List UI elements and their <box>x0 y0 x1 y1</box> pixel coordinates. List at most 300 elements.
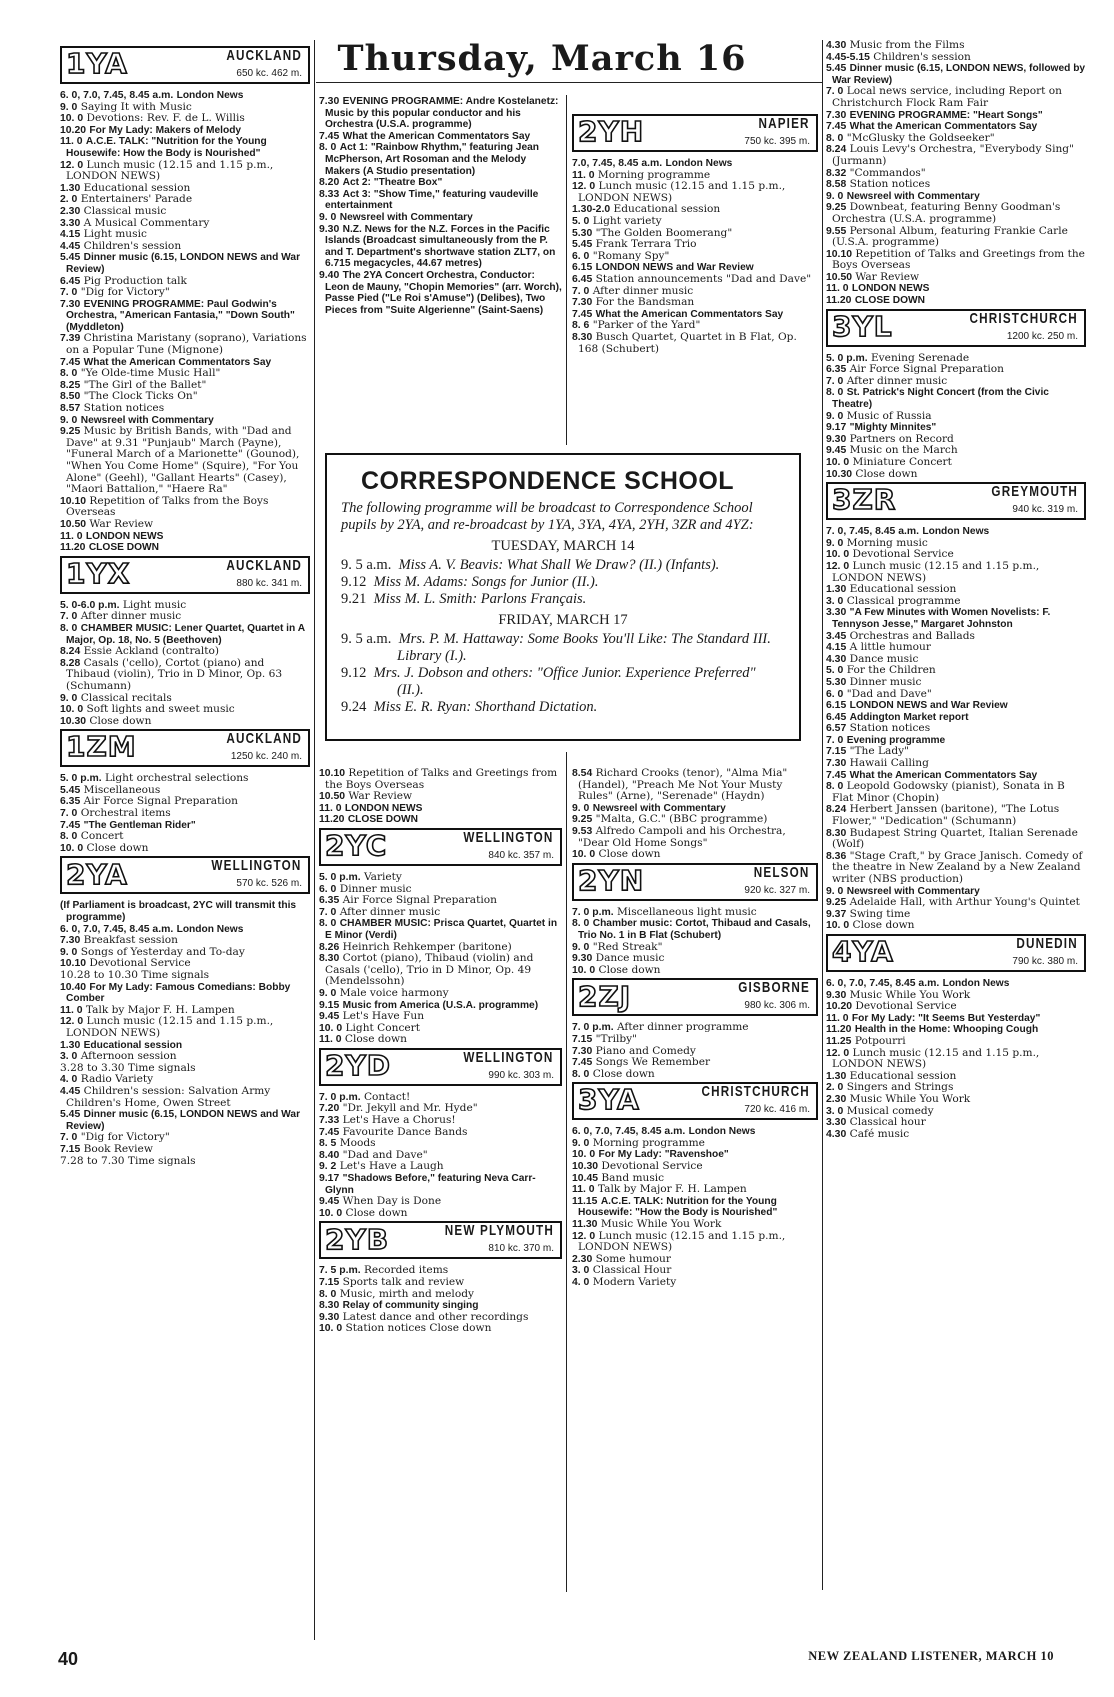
programme-entry <box>826 723 1086 735</box>
entry-description: Close down <box>598 963 661 976</box>
entry-description: Café music <box>849 1127 910 1140</box>
entry-description: Newsreel with Commentary <box>339 211 473 223</box>
entry-description: What the American Commentators Say <box>83 356 272 368</box>
entry-description: Recorded items <box>363 1264 449 1277</box>
entry-description: "Shadows Before," featuring Neva Carr-Glynn <box>325 1173 536 1196</box>
correspondence-day: TUESDAY, MARCH 14 <box>491 538 635 554</box>
programme-entry <box>572 332 818 355</box>
entry-time: 6. 0 <box>319 883 337 895</box>
entry-time: 10.10 <box>826 248 853 260</box>
entry-time: 9.53 <box>572 825 593 837</box>
entry-time: 9.45 <box>319 1196 340 1208</box>
entry-description: Variety <box>363 870 402 883</box>
entry-time: 7. 0 <box>826 734 844 746</box>
programme-entry <box>826 469 1086 481</box>
entry-description: EVENING PROGRAMME: Andre Kostelanetz: Music by this popular conductor and his Orchestra (U.S.A. programme) <box>325 96 559 131</box>
entry-description: Music While You Work <box>600 1218 722 1231</box>
entry-time: 9.40 <box>319 269 340 281</box>
entry-time: 8. 0 <box>319 1288 337 1300</box>
entry-description: What the American Commentators Say <box>849 121 1038 133</box>
correspondence-item <box>341 591 785 608</box>
entry-description: Personal Album, featuring Frankie Carle (U.S.A. programme) <box>832 224 1068 249</box>
entry-description: Saying It with Music <box>80 100 192 113</box>
programme-entry <box>60 136 310 159</box>
entry-description: Relay of community singing <box>342 1300 479 1312</box>
entry-description: For My Lady: Famous Comedians: Bobby Comber <box>66 981 291 1005</box>
entry-description: Busch Quartet, Quartet in B Flat, Op. 168 (Schubert) <box>578 330 797 355</box>
entry-time: 1.30 <box>60 1039 81 1051</box>
programme-entry <box>60 496 310 519</box>
entry-description: "Dr. Jekyll and Mr. Hyde" <box>342 1102 478 1115</box>
entry-time: 3.30 <box>826 1117 847 1129</box>
entry-time: 1.30 <box>826 1070 847 1082</box>
correspondence-time: 9.21 <box>341 591 367 607</box>
programme-entry <box>60 716 310 728</box>
correspondence-item <box>341 665 785 699</box>
station-call-sign: 2YH <box>578 115 645 149</box>
entry-time: 12. 0 <box>572 1230 596 1242</box>
entry-description: Orchestral items <box>80 807 171 820</box>
entry-description: Chamber music: Cortot, Thibaud and Casals, Trio No. 1 in B Flat (Schubert) <box>578 918 811 941</box>
entry-description: Music from the Films <box>849 39 965 51</box>
programme-entry <box>826 272 1086 284</box>
entry-description: Classical hour <box>849 1116 926 1129</box>
entry-time: 4.15 <box>60 229 81 241</box>
station-call-sign: 4YA <box>832 935 894 969</box>
entry-description: "Romany Spy" <box>592 249 670 262</box>
station-call-sign: 1YX <box>66 556 131 590</box>
entry-description: Potpourri <box>854 1034 906 1047</box>
entry-time: 10. 0 <box>572 1149 596 1161</box>
entry-description: For the Bandsman <box>595 296 695 309</box>
entry-description: Morning programme <box>597 168 711 181</box>
entry-time: 7.45 <box>572 308 593 320</box>
entry-time: 7.15 <box>319 1277 340 1288</box>
entry-time: 6.45 <box>826 711 847 723</box>
station-frequency: 650 kc. 462 m. <box>236 68 302 79</box>
entry-description: Children's session: Salvation Army Children's Home, Owen Street <box>66 1084 271 1109</box>
entry-description: Talk by Major F. H. Lampen <box>597 1183 747 1196</box>
entry-description: Heinrich Rehkemper (baritone) <box>342 940 512 953</box>
entry-description: Newsreel with Commentary <box>846 885 980 897</box>
entry-time: 9.17 <box>826 422 847 434</box>
entry-time: 8.20 <box>319 177 340 189</box>
entry-time: 8.24 <box>60 646 81 658</box>
entry-description: Let's Have a Laugh <box>339 1160 444 1173</box>
entry-description: Dance music <box>595 952 665 965</box>
entry-time: 11.25 <box>826 1035 852 1047</box>
programme-entry <box>60 160 310 183</box>
entry-description: EVENING PROGRAMME: Paul Godwin's Orchestra, "American Fantasia," "Down South" (Myddleton) <box>66 298 295 333</box>
entry-description: Lunch music (12.15 and 1.15 p.m., LONDON NEWS) <box>578 180 786 204</box>
programme-entry <box>572 768 818 803</box>
entry-time: 9. 0 <box>572 941 590 953</box>
entry-description: Let's Have Fun <box>342 1010 425 1023</box>
station-city: GREYMOUTH <box>991 483 1078 501</box>
entry-time: 10.20 <box>826 1001 853 1013</box>
entry-description: Soft lights and sweet music <box>86 703 235 716</box>
entry-time: 10. 0 <box>572 849 596 861</box>
entry-time: 9. 0 <box>826 885 844 897</box>
entry-description: Favourite Dance Bands <box>342 1125 468 1138</box>
entry-time: 2.30 <box>572 1253 593 1265</box>
entry-time: 6. 0, 7.0, 7.45, 8.45 a.m. <box>572 1126 686 1138</box>
entry-description: Children's session <box>873 50 971 63</box>
entry-time: 9. 0 <box>60 946 78 958</box>
station-city: AUCKLAND <box>226 556 302 574</box>
entry-description: A.C.E. TALK: Nutrition for the Young Housewife: "How the Body is Nourished" <box>578 1195 778 1219</box>
entry-time: 10.45 <box>572 1172 599 1184</box>
station-header <box>572 978 818 1016</box>
station-header <box>826 482 1086 520</box>
entry-time: 9.55 <box>826 225 847 237</box>
programme-entry <box>60 125 310 137</box>
entry-description: Evening Serenade <box>870 351 970 364</box>
entry-description: "The Clock Ticks On" <box>83 390 198 403</box>
title-rule <box>316 82 822 83</box>
entry-time: 9.37 <box>826 908 847 920</box>
programme-entry <box>572 251 818 263</box>
entry-description: Lunch music (12.15 and 1.15 p.m., LONDON NEWS) <box>66 158 274 183</box>
entry-time: 7.45 <box>572 1057 593 1069</box>
entry-description: Songs of Yesterday and To-day <box>80 945 245 958</box>
entry-description: For My Lady: "Ravenshoe" <box>598 1149 729 1161</box>
entry-time: 8.30 <box>572 331 593 343</box>
programme-entry <box>319 1173 562 1196</box>
programme-entry <box>826 596 1086 608</box>
entry-time: 7.45 <box>319 1126 340 1138</box>
entry-time: 7. 0 <box>572 285 590 297</box>
entry-description: "McGlusky the Goldseeker" <box>846 131 995 144</box>
entry-time: 10.30 <box>60 715 87 727</box>
station-frequency: 990 kc. 303 m. <box>488 1069 554 1081</box>
programme-entry <box>319 1323 562 1335</box>
entry-description: Musical comedy <box>846 1104 934 1117</box>
programme-entry <box>572 849 818 861</box>
programme-entry <box>319 212 562 224</box>
programme-entry <box>60 982 310 1005</box>
programme-entry <box>826 781 1086 804</box>
programme-entry <box>572 1184 818 1196</box>
entry-time: 6. 0, 7.0, 7.45, 8.45 a.m. <box>826 977 940 989</box>
entry-description: Music by British Bands, with "Dad and Dave" at 9.31 "Punjaub" March (Payne), "Funeral March of a Marionette" (Gounod), "When You Come Home" (Squire), "For You Alone" (Geehl), "Gallant Hearts" (Casey), "Maori Battalion," "Haere Ra" <box>66 425 300 496</box>
entry-description: CHAMBER MUSIC: Prisca Quartet, Quartet in E Minor (Verdi) <box>325 918 558 941</box>
entry-description: Light orchestral selections <box>104 772 249 785</box>
station-city: DUNEDIN <box>1016 934 1078 952</box>
entry-description: Casals ('cello), Cortot (piano) and Thibaud (violin), Trio in D Minor, Op. 63 (Schumann) <box>66 656 283 692</box>
entry-time: 6. 0 <box>826 688 844 700</box>
programme-entry <box>60 299 310 334</box>
entry-time: 1.30 <box>60 182 81 194</box>
correspondence-lesson: Miss E. R. Ryan: Shorthand Dictation. <box>373 699 598 715</box>
entry-description: "Dig for Victory" <box>80 1131 170 1144</box>
entry-time: 8. 0 <box>319 918 337 930</box>
correspondence-heading: CORRESPONDENCE SCHOOL <box>361 467 735 495</box>
programme-entry <box>826 851 1086 886</box>
entry-description: Morning programme <box>592 1136 705 1149</box>
entry-description: Adelaide Hall, with Arthur Young's Quintet <box>849 896 1080 909</box>
entry-time: 9. 0 <box>572 1137 590 1149</box>
correspondence-time: 9. 5 a.m. <box>341 557 392 573</box>
entry-description: Newsreel with Commentary <box>592 802 726 814</box>
entry-description: Close down <box>345 1206 408 1219</box>
column-rule <box>822 40 823 1590</box>
entry-time: 8. 5 <box>319 1138 337 1150</box>
entry-description: After dinner music <box>592 284 694 297</box>
entry-description: London News <box>942 977 1010 989</box>
entry-time: 2. 0 <box>826 1082 844 1094</box>
programme-entry <box>319 988 562 1000</box>
programme-entry <box>60 113 310 125</box>
entry-description: Dinner music (6.15, LONDON NEWS and War Review) <box>66 1109 301 1132</box>
entry-time: 4.30 <box>826 653 847 665</box>
entry-time: 7. 0 <box>319 906 337 918</box>
entry-time: 6.35 <box>60 796 81 808</box>
entry-time: 9. 0 <box>826 190 844 202</box>
entry-time: 12. 0 <box>60 1016 84 1028</box>
entry-time: 7.30 <box>826 109 847 121</box>
entry-time: 9.25 <box>572 814 593 826</box>
entry-description: Close down <box>592 1067 655 1080</box>
station-city: WELLINGTON <box>463 1048 554 1066</box>
entry-description: Close down <box>855 467 918 480</box>
entry-description: Evening programme <box>846 734 946 746</box>
entry-description: Piano and Comedy <box>595 1044 696 1057</box>
entry-time: 8. 0 <box>60 622 78 634</box>
entry-description: War Review <box>855 270 920 283</box>
correspondence-item <box>341 699 785 716</box>
programme-entry <box>319 1034 562 1046</box>
entry-time: 9.30 <box>319 1311 340 1323</box>
entry-description: Air Force Signal Preparation <box>342 894 497 907</box>
entry-description: Air Force Signal Preparation <box>83 795 238 808</box>
entry-time: 10. 0 <box>60 113 84 125</box>
entry-time: 6.35 <box>319 895 340 907</box>
entry-description: Latest dance and other recordings <box>342 1310 529 1323</box>
entry-time: 6. 0, 7.0, 7.45, 8.45 a.m. <box>60 923 174 935</box>
column-3 <box>572 112 818 355</box>
entry-time: 1.30 <box>826 584 847 596</box>
entry-description: Contact! <box>363 1090 411 1103</box>
entry-time: 11. 0 <box>319 802 342 814</box>
entry-time: 8.50 <box>60 391 81 403</box>
programme-entry <box>572 181 818 204</box>
entry-time: 10.10 <box>60 495 87 507</box>
programme-entry <box>826 52 1086 64</box>
entry-time: 8. 0 <box>572 918 590 930</box>
entry-description: Local news service, including Report on Christchurch Flock Ram Fair <box>832 85 1062 109</box>
correspondence-days <box>341 538 785 716</box>
entry-time: 7.45 <box>826 121 847 133</box>
programme-entry <box>826 226 1086 249</box>
entry-time: 9.30 <box>826 433 847 445</box>
entry-time: 1.30-2.0 <box>572 204 611 216</box>
entry-time: 5.45 <box>826 63 847 75</box>
programme-entry <box>826 86 1086 109</box>
programme-entry <box>319 270 562 316</box>
entry-description: Radio Variety <box>80 1073 154 1086</box>
programme-entry <box>826 1048 1086 1071</box>
entry-description: Afternoon session <box>80 1050 177 1063</box>
entry-time: 8.28 <box>60 657 81 669</box>
entry-description: St. Patrick's Night Concert (from the Civic Theatre) <box>832 387 1049 411</box>
entry-time: 8. 0 <box>826 132 844 144</box>
programme-entry <box>60 623 310 646</box>
entry-time: 7. 0 p.m. <box>319 1091 361 1103</box>
entry-time: 7. 0 p.m. <box>572 906 614 918</box>
programme-entry <box>826 561 1086 584</box>
entry-description: London News <box>665 158 733 169</box>
entry-description: Children's session <box>83 239 182 252</box>
entry-description: Dinner music <box>849 675 922 688</box>
entry-time: 7.39 <box>60 333 81 345</box>
entry-time: 9. 2 <box>319 1161 337 1173</box>
entry-time: 8. 0 <box>319 142 337 154</box>
entry-time: 10.30 <box>572 1161 599 1173</box>
station-city: NAPIER <box>758 115 810 132</box>
entry-description: When Day is Done <box>342 1195 442 1208</box>
programme-entry <box>60 611 310 623</box>
entry-time: 4. 0 <box>60 1074 78 1086</box>
station-city: NEW PLYMOUTH <box>444 1222 554 1240</box>
entry-time: 10. 0 <box>826 920 850 932</box>
entry-time: 8.32 <box>826 167 847 179</box>
correspondence-item <box>341 631 785 665</box>
entry-time: 11.20 <box>826 295 852 307</box>
entry-time: 8. 6 <box>572 320 590 332</box>
entry-time: 5. 0-6.0 p.m. <box>60 599 120 611</box>
entry-time: 8.58 <box>826 179 847 191</box>
entry-time: 11. 0 <box>572 1184 595 1196</box>
entry-description: CLOSE DOWN <box>347 814 418 826</box>
station-frequency: 750 kc. 395 m. <box>744 136 810 147</box>
entry-description: Educational session <box>613 203 721 216</box>
entry-description: 10.28 to 10.30 Time signals <box>60 969 210 981</box>
entry-time: 10. 0 <box>319 1207 343 1219</box>
station-header <box>826 309 1086 347</box>
entry-description: London News <box>176 923 244 935</box>
programme-entry <box>60 1109 310 1132</box>
entry-description: Music While You Work <box>849 1092 971 1105</box>
station-call-sign: 3YA <box>578 1083 640 1117</box>
entry-description: A.C.E. TALK: "Nutrition for the Young Housewife: How the Body is Nourished" <box>66 136 267 159</box>
entry-description: Air Force Signal Preparation <box>849 363 1004 376</box>
station-header <box>60 729 310 767</box>
entry-description: After dinner programme <box>616 1021 749 1034</box>
correspondence-time: 9.12 <box>341 574 367 590</box>
station-frequency: 1250 kc. 240 m. <box>230 751 302 763</box>
correspondence-day: FRIDAY, MARCH 17 <box>498 612 628 628</box>
programme-entry <box>826 110 1086 122</box>
programme-entry <box>826 376 1086 388</box>
entry-time: 4.45 <box>60 1085 81 1097</box>
column-4 <box>826 40 1086 1140</box>
station-call-sign: 1ZM <box>66 730 137 764</box>
entry-description: Leopold Godowsky (pianist), Sonata in B Flat Minor (Chopin) <box>832 780 1065 804</box>
footer-text: NEW ZEALAND LISTENER, MARCH 10 <box>808 1649 1054 1663</box>
entry-time: 6.35 <box>826 364 847 376</box>
programme-entry <box>572 1277 818 1289</box>
entry-time: 11. 0 <box>60 136 83 148</box>
entry-time: 11. 0 <box>60 530 83 542</box>
entry-time: 10.10 <box>319 768 346 779</box>
entry-description: For My Lady: "It Seems But Yesterday" <box>851 1012 1041 1024</box>
entry-time: 10. 0 <box>60 704 84 716</box>
programme-entry <box>319 918 562 941</box>
entry-time: 6.45 <box>60 275 81 287</box>
entry-description: Music While You Work <box>849 988 971 1001</box>
entry-time: 10.50 <box>60 518 87 530</box>
entry-description: Health in the Home: Whooping Cough <box>854 1024 1039 1036</box>
entry-description: Station notices <box>849 722 931 735</box>
entry-description: Light Concert <box>345 1021 420 1034</box>
entry-description: Downbeat, featuring Benny Goodman's Orchestra (U.S.A. programme) <box>832 201 1061 225</box>
station-header <box>572 863 818 901</box>
entry-time: 10.20 <box>60 124 87 136</box>
entry-description: Close down <box>86 841 149 854</box>
entry-time: 11. 0 <box>60 1004 83 1016</box>
entry-time: 5. 0 <box>572 215 590 227</box>
programme-entry <box>60 542 310 554</box>
entry-description: What the American Commentators Say <box>342 130 531 142</box>
entry-time: 8.40 <box>319 1149 340 1161</box>
entry-description: War Review <box>89 517 154 530</box>
entry-time: 11.20 <box>319 814 345 826</box>
programme-entry <box>60 900 310 923</box>
entry-description: Close down <box>852 919 915 932</box>
entry-description: Music, mirth and melody <box>339 1287 474 1300</box>
entry-time: 8.33 <box>319 188 340 200</box>
entry-description: Budapest String Quartet, Italian Serenade (Wolf) <box>832 826 1078 851</box>
entry-time: 9. 0 <box>60 414 78 426</box>
entry-time: 9. 0 <box>319 987 337 999</box>
programme-entry <box>319 189 562 212</box>
entry-time: 10. 0 <box>319 1323 343 1335</box>
correspondence-item <box>341 574 785 591</box>
entry-description: "Commandos" <box>849 166 926 179</box>
column-3-lower <box>572 768 818 1289</box>
programme-entry <box>319 791 562 803</box>
entry-description: Lunch music (12.15 and 1.15 p.m., LONDON NEWS) <box>832 559 1040 584</box>
entry-time: 5.30 <box>572 227 593 239</box>
entry-description: Male voice harmony <box>339 986 449 999</box>
entry-description: Richard Crooks (tenor), "Alma Mia" (Handel), "Preach Me Not Your Musty Rules" (Arne), "Serenade" (Haydn) <box>578 767 788 803</box>
entry-description: Station notices <box>83 402 165 415</box>
entry-description: Act 2: "Theatre Box" <box>342 177 443 189</box>
entry-time: 3.45 <box>826 630 847 642</box>
entry-time: 9.30 <box>572 953 593 965</box>
entry-time: 7.15 <box>572 1033 593 1045</box>
entry-time: 7. 5 p.m. <box>319 1265 361 1277</box>
entry-description: Breakfast session <box>83 934 178 947</box>
entry-description: "A Few Minutes with Women Novelists: F. Tennyson Jesse," Margaret Johnston <box>832 607 1051 630</box>
entry-time: 3.30 <box>60 217 81 229</box>
entry-description: Light music <box>122 598 187 611</box>
station-header <box>319 1221 562 1259</box>
entry-description: "Mighty Minnites" <box>849 422 937 434</box>
programme-entry <box>572 297 818 309</box>
entry-description: "The Gentleman Rider" <box>83 819 196 831</box>
entry-description: Dinner music (6.15, LONDON NEWS and War Review) <box>66 252 301 275</box>
entry-description: LONDON NEWS <box>344 802 423 814</box>
entry-time: 9.25 <box>826 897 847 909</box>
entry-time: 5. 0 p.m. <box>826 352 868 364</box>
station-header <box>572 114 818 152</box>
entry-time: 7. 0 <box>60 611 78 623</box>
entry-time: 7. 0 <box>60 1132 78 1144</box>
programme-entry <box>572 1196 818 1219</box>
programme-entry <box>319 768 562 791</box>
